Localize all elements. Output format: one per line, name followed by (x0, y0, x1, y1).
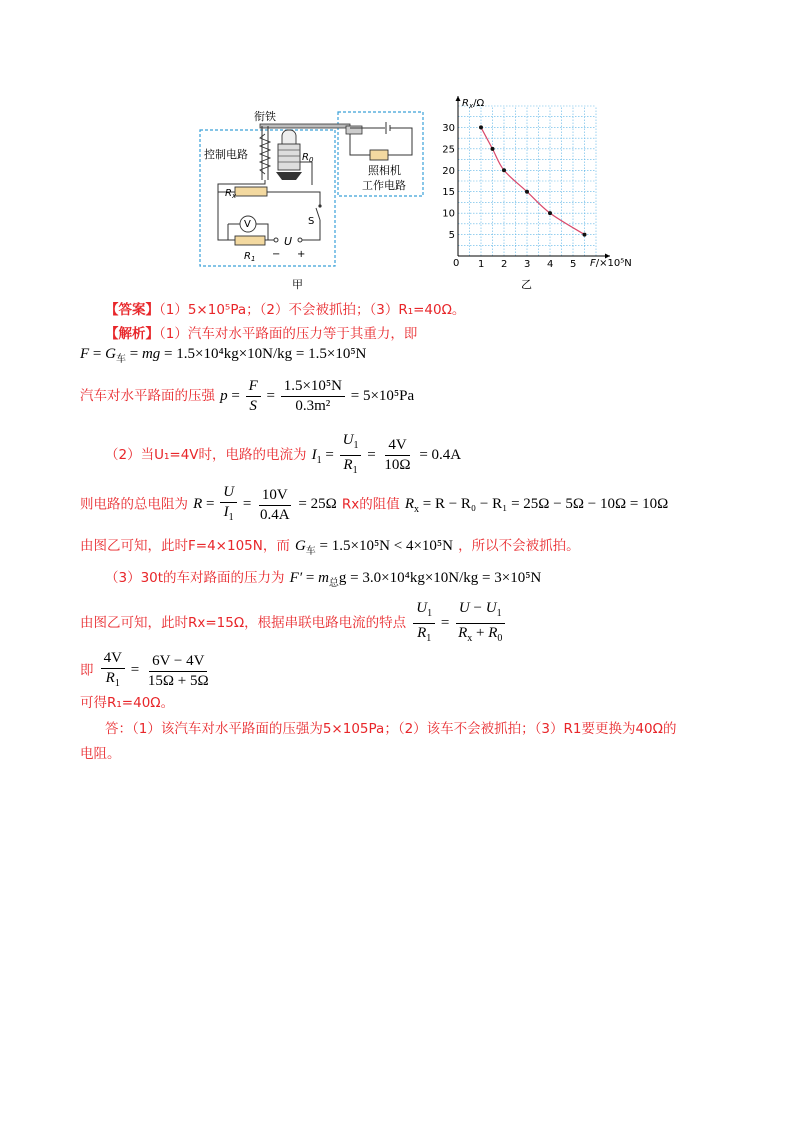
graph-xlabel-unit: /×10⁵N (595, 258, 632, 269)
line-11: 电阻。 (80, 746, 121, 762)
svg-text:Rx/Ω (462, 98, 484, 110)
camera-label-1: 照相机 (368, 164, 401, 177)
data-point (583, 233, 587, 237)
graph-grid (458, 106, 596, 256)
camera-icon (370, 150, 388, 160)
svg-text:F/×10⁵N (590, 258, 632, 269)
y-tick-label: 20 (442, 165, 455, 177)
r0-sub: 0 (308, 156, 314, 164)
x-tick-label: 2 (501, 259, 508, 270)
plus-label: + (297, 249, 306, 260)
x-tick-label: 3 (524, 259, 531, 270)
x-tick-label: 5 (570, 259, 577, 270)
eq4-den: 0.4A (260, 506, 290, 523)
y-tick-label: 15 (442, 187, 455, 199)
analysis-text1: （1）汽车对水平路面的压力等于其重力，即 (159, 326, 418, 342)
armature-bar (260, 124, 350, 128)
y-tick-label: 25 (442, 144, 455, 156)
data-point (502, 168, 506, 172)
data-point (491, 147, 495, 151)
minus-label: − (272, 249, 281, 260)
voltmeter-label: V (244, 219, 251, 230)
u-label: U (284, 235, 293, 248)
line3-pre: （2）当U₁=4V时，电路的电流为 (105, 446, 307, 463)
r1-resistor (235, 236, 265, 245)
eq4b: = R − R₀ − R₁ = 25Ω − 5Ω − 10Ω = 10Ω (422, 496, 669, 513)
line5-pre: 由图乙可知，此时F=4×105N，而 (80, 538, 290, 554)
line-7: 由图乙可知，此时Rx=15Ω，根据串联电路电流的特点 $\frac{U_1}{R_1}$ = $\frac{U - U_1}{R_x + R_0}$ (80, 600, 507, 647)
data-point (525, 190, 529, 194)
line4-mid: Rx的阻值 (341, 496, 400, 513)
answer-tag: 【答案】 (105, 302, 159, 318)
y-tick-label: 10 (442, 208, 455, 220)
eq2-num: 1.5×10⁵N (281, 378, 345, 397)
line-3: （2）当U₁=4V时，电路的电流为 $I_1$ = $\frac{U_1}{R_1}$ = $\frac{4V}{10\Omega}$ = 0.4A (105, 432, 462, 476)
svg-text:R0 (302, 152, 314, 164)
graph-ylabel-sub: x (468, 102, 474, 110)
camera-label-2: 工作电路 (362, 179, 406, 192)
line-8: 即 $\frac{4V}{R_1}$ = $\frac{6V - 4V}{15\Omega + 5\Omega}$ (80, 650, 214, 692)
graph-curve (481, 127, 585, 234)
r1-sub: 1 (250, 255, 256, 263)
graph-ylabel-unit: /Ω (473, 98, 485, 109)
y-axis-arrow (456, 96, 461, 101)
equation-1: $F = G_车$ = mg = 1.5×10⁴kg×10N/kg = 1.5×10⁵N (80, 346, 367, 365)
line7-pre: 由图乙可知，此时Rx=15Ω，根据串联电路电流的特点 (80, 614, 407, 631)
eq4-num: 10V (259, 487, 291, 506)
switch-label: S (308, 216, 315, 227)
rx-force-graph (440, 92, 650, 292)
coil-icon (278, 144, 300, 170)
armature-label: 衔铁 (254, 110, 276, 123)
data-point (548, 211, 552, 215)
rx-resistor (235, 187, 267, 196)
graph-xlabel: F (590, 258, 596, 269)
rx-label: R (225, 188, 232, 199)
line5-post: ，所以不会被抓拍。 (458, 538, 580, 554)
line-5: 由图乙可知，此时F=4×105N，而 $G_车 = 1.5\times 10^5N < 4\times 10^5N$ ，所以不会被抓拍。 (80, 538, 580, 557)
line-6: （3）30t的车对路面的压力为 $F' = m_总g = 3.0\times 10^4kg\times 10N/kg = 3\times 10^5N$ (105, 570, 542, 589)
analysis-tag: 【解析】 (105, 326, 159, 342)
eq6: g = 3.0×10⁴kg×10N/kg = 3×10⁵N (338, 570, 542, 586)
graph-ticks (442, 123, 576, 270)
line-4: 则电路的总电阻为 R = $\frac{U}{I_1}$ = $\frac{10V}{0.4A}$ = 25Ω Rx的阻值 $R_x = R - R_0 - R_1 = 25\Omega - 5\Omega - 10\Omega = 10\Omega$ (80, 484, 669, 523)
answer-line (105, 298, 465, 318)
line-9: 可得R₁=40Ω。 (80, 695, 175, 711)
eq5: = 1.5×10⁵N < 4×10⁵N (319, 538, 453, 554)
y-tick-label: 30 (442, 122, 455, 134)
answer-text: （1）5×10⁵Pa；（2）不会被抓拍；（3）R₁=40Ω。 (159, 302, 466, 318)
analysis-line1 (105, 322, 417, 342)
graph-axes (456, 96, 611, 259)
y-tick-label: 5 (448, 230, 455, 242)
rx-sub: x (231, 192, 237, 200)
graph-origin: 0 (453, 258, 460, 269)
eq2-den: 0.3m² (295, 398, 331, 414)
graph-ylabel: R (462, 98, 469, 109)
circuit-diagram (190, 100, 440, 295)
line2-pre: 汽车对水平路面的压强 (80, 387, 215, 404)
x-tick-label: 4 (547, 259, 554, 270)
x-tick-label: 1 (478, 259, 485, 270)
line8-pre: 即 (80, 662, 94, 679)
caption-jia: 甲 (292, 278, 303, 291)
svg-text:R1 (244, 251, 255, 263)
eq8-rden: 15Ω + 5Ω (147, 672, 209, 689)
line-2: 汽车对水平路面的压强 p = $\frac{F}{S}$ = $\frac{\text{1.5×10⁵N}}{\text{0.3m²}}$ = 5×10⁵Pa (80, 378, 415, 414)
control-circuit-label: 控制电路 (204, 148, 248, 161)
line-10: 答：（1）该汽车对水平路面的压强为5×105Pa；（2）该车不会被抓拍；（3）R1要更换为40Ω的 (105, 721, 677, 737)
caption-yi: 乙 (521, 278, 532, 291)
eq2-res: = 5×10⁵Pa (350, 387, 415, 404)
line6-pre: （3）30t的车对路面的压力为 (105, 570, 285, 586)
eq8-rnum: 6V − 4V (149, 653, 207, 672)
switch-icon (316, 208, 320, 220)
eq8-num: 4V (101, 650, 125, 669)
r0-label: R (302, 152, 309, 163)
eq3-num: 4V (385, 437, 409, 456)
eq3-den: 10Ω (384, 457, 411, 473)
line4-pre: 则电路的总电阻为 (80, 496, 188, 513)
data-point (479, 125, 483, 129)
eq4-res: = 25Ω (298, 496, 337, 513)
eq3-res: = 0.4A (419, 446, 462, 463)
eq1-text: = 1.5×10⁴kg×10N/kg = 1.5×10⁵N (164, 346, 367, 362)
r1-label: R (244, 251, 251, 262)
